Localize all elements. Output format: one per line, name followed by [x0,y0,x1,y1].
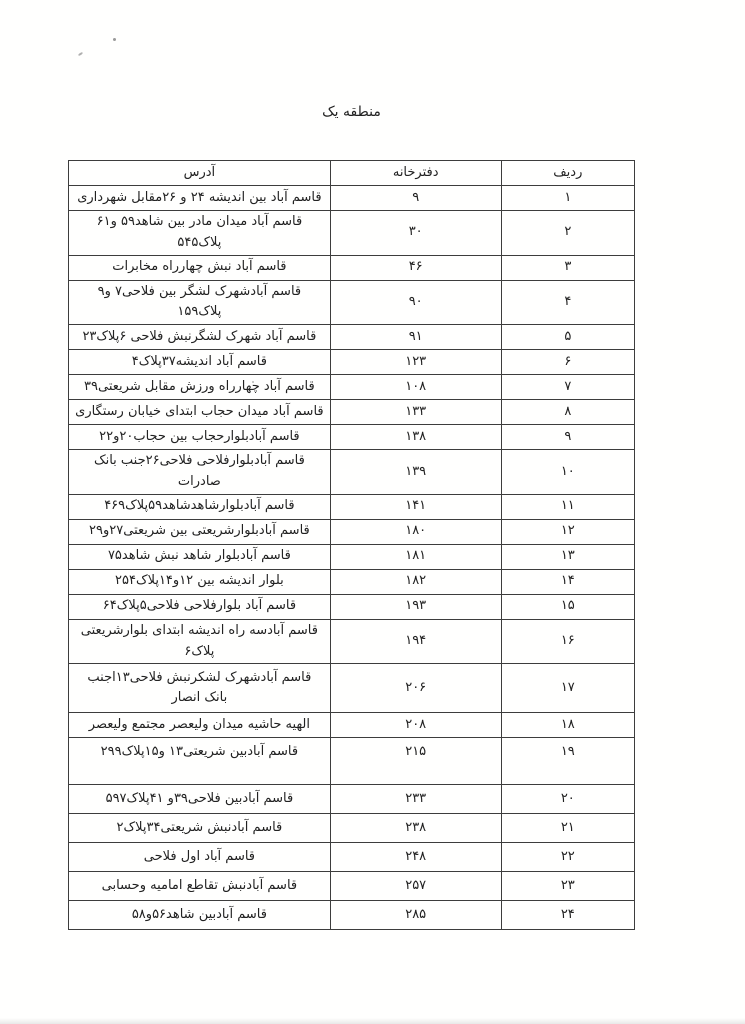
row-number-cell: ۱۶ [501,619,634,664]
row-number-cell: ۴ [501,280,634,325]
office-number-cell: ۹ [330,186,501,211]
address-cell: قاسم آبادسه راه اندیشه ابتدای بلوارشریعتی پلاک۶ [69,619,331,664]
office-number-cell: ۱۸۱ [330,544,501,569]
row-number-cell: ۲۳ [501,872,634,901]
table-row [69,425,635,450]
office-number-cell: ۱۲۳ [330,350,501,375]
table-row [69,544,635,569]
office-number-cell: ۲۳۳ [330,785,501,814]
row-number-cell: ۱۳ [501,544,634,569]
address-cell: قاسم آبادنبش شریعتی۳۴پلاک۲ [69,814,331,843]
office-number-cell: ۲۰۶ [330,664,501,713]
table-row [69,519,635,544]
office-number-cell: ۲۰۸ [330,713,501,738]
table-row [69,843,635,872]
scan-speck [78,52,83,57]
table-row [69,569,635,594]
table-row [69,211,635,256]
address-cell: قاسم آبادبلوار شاهد نبش شاهد۷۵ [69,544,331,569]
row-number-cell: ۲۲ [501,843,634,872]
office-number-cell: ۲۳۸ [330,814,501,843]
table-row [69,325,635,350]
row-number-cell: ۱۲ [501,519,634,544]
address-cell: بلوار اندیشه بین ۱۲و۱۴پلاک۲۵۴ [69,569,331,594]
row-number-cell: ۱ [501,186,634,211]
office-number-cell: ۱۸۰ [330,519,501,544]
row-number-cell: ۲ [501,211,634,256]
office-number-cell: ۱۳۹ [330,450,501,495]
scan-speck [113,38,116,41]
row-number-cell: ۱۰ [501,450,634,495]
office-number-cell: ۱۹۳ [330,594,501,619]
row-number-cell: ۱۴ [501,569,634,594]
row-number-cell: ۱۸ [501,713,634,738]
office-number-cell: ۲۴۸ [330,843,501,872]
page-edge-shadow [0,1018,745,1024]
office-number-cell: ۱۳۸ [330,425,501,450]
table-row [69,713,635,738]
office-number-cell: ۹۱ [330,325,501,350]
table-row [69,901,635,930]
address-cell: قاسم آبادبین شریعتی۱۳ و۱۵پلاک۲۹۹ [69,738,331,785]
office-number-cell: ۱۹۴ [330,619,501,664]
table-row [69,400,635,425]
office-number-cell: ۹۰ [330,280,501,325]
table-row [69,619,635,664]
address-cell: قاسم آباد میدان حجاب ابتدای خیابان رستگاری [69,400,331,425]
address-cell: قاسم آباد چهارراه ورزش مقابل شریعتی۳۹ [69,375,331,400]
address-cell: قاسم آباد اندیشه۳۷پلاک۴ [69,350,331,375]
row-number-cell: ۱۱ [501,494,634,519]
table-row [69,280,635,325]
row-number-cell: ۹ [501,425,634,450]
table-row [69,494,635,519]
table-row [69,872,635,901]
table-row [69,255,635,280]
address-cell: قاسم آبادنبش تقاطع امامیه وحسابی [69,872,331,901]
address-cell: قاسم آباد بلوارفلاحی فلاحی۵پلاک۶۴ [69,594,331,619]
table-row [69,664,635,713]
row-number-cell: ۳ [501,255,634,280]
address-cell: قاسم آبادبین فلاحی۳۹و ۴۱پلاک۵۹۷ [69,785,331,814]
table-row [69,785,635,814]
address-cell: قاسم آباد شهرک لشگرنبش فلاحی ۶پلاک۲۳ [69,325,331,350]
address-cell: قاسم آباد اول فلاحی [69,843,331,872]
row-number-cell: ۶ [501,350,634,375]
table-row [69,450,635,495]
office-number-cell: ۳۰ [330,211,501,256]
table-body [69,186,635,930]
row-number-cell: ۲۱ [501,814,634,843]
row-number-cell: ۱۵ [501,594,634,619]
office-number-cell: ۱۸۲ [330,569,501,594]
notary-offices-table [68,160,635,930]
row-number-cell: ۱۹ [501,738,634,785]
office-number-cell: ۲۵۷ [330,872,501,901]
table-row [69,738,635,785]
table-row [69,186,635,211]
table-row [69,594,635,619]
office-number-cell: ۱۰۸ [330,375,501,400]
address-cell: قاسم آبادشهرک لشگر بین فلاحی۷ و۹ پلاک۱۵۹ [69,280,331,325]
office-number-cell: ۱۳۳ [330,400,501,425]
page-title: منطقه یک [322,104,381,120]
address-cell: الهیه حاشیه میدان ولیعصر مجتمع ولیعصر [69,713,331,738]
header-address: آدرس [69,161,331,186]
row-number-cell: ۱۷ [501,664,634,713]
address-cell: قاسم آباد میدان مادر بین شاهد۵۹ و۶۱ پلاک۵۴۵ [69,211,331,256]
address-cell: قاسم آبادبلوارشریعتی بین شریعتی۲۷و۲۹ [69,519,331,544]
address-cell: قاسم آبادشهرک لشکرنبش فلاحی۱۳اجنب بانک انصار [69,664,331,713]
office-number-cell: ۱۴۱ [330,494,501,519]
row-number-cell: ۵ [501,325,634,350]
row-number-cell: ۷ [501,375,634,400]
address-cell: قاسم آبادبین شاهد۵۶و۵۸ [69,901,331,930]
header-row-number: ردیف [501,161,634,186]
table-row [69,814,635,843]
table-header-row [69,161,635,186]
address-cell: قاسم آباد نبش چهارراه مخابرات [69,255,331,280]
row-number-cell: ۸ [501,400,634,425]
address-cell: قاسم آباد بین اندیشه ۲۴ و ۲۶مقابل شهرداری [69,186,331,211]
address-cell: قاسم آبادبلوارشاهدشاهد۵۹پلاک۴۶۹ [69,494,331,519]
address-cell: قاسم آبادبلوارحجاب بین حجاب۲۰و۲۲ [69,425,331,450]
office-number-cell: ۲۸۵ [330,901,501,930]
address-cell: قاسم آبادبلوارفلاحی فلاحی۲۶جنب بانک صادرات [69,450,331,495]
header-office-number: دفترخانه [330,161,501,186]
office-number-cell: ۴۶ [330,255,501,280]
table-row [69,375,635,400]
row-number-cell: ۲۰ [501,785,634,814]
table-row [69,350,635,375]
row-number-cell: ۲۴ [501,901,634,930]
office-number-cell: ۲۱۵ [330,738,501,785]
